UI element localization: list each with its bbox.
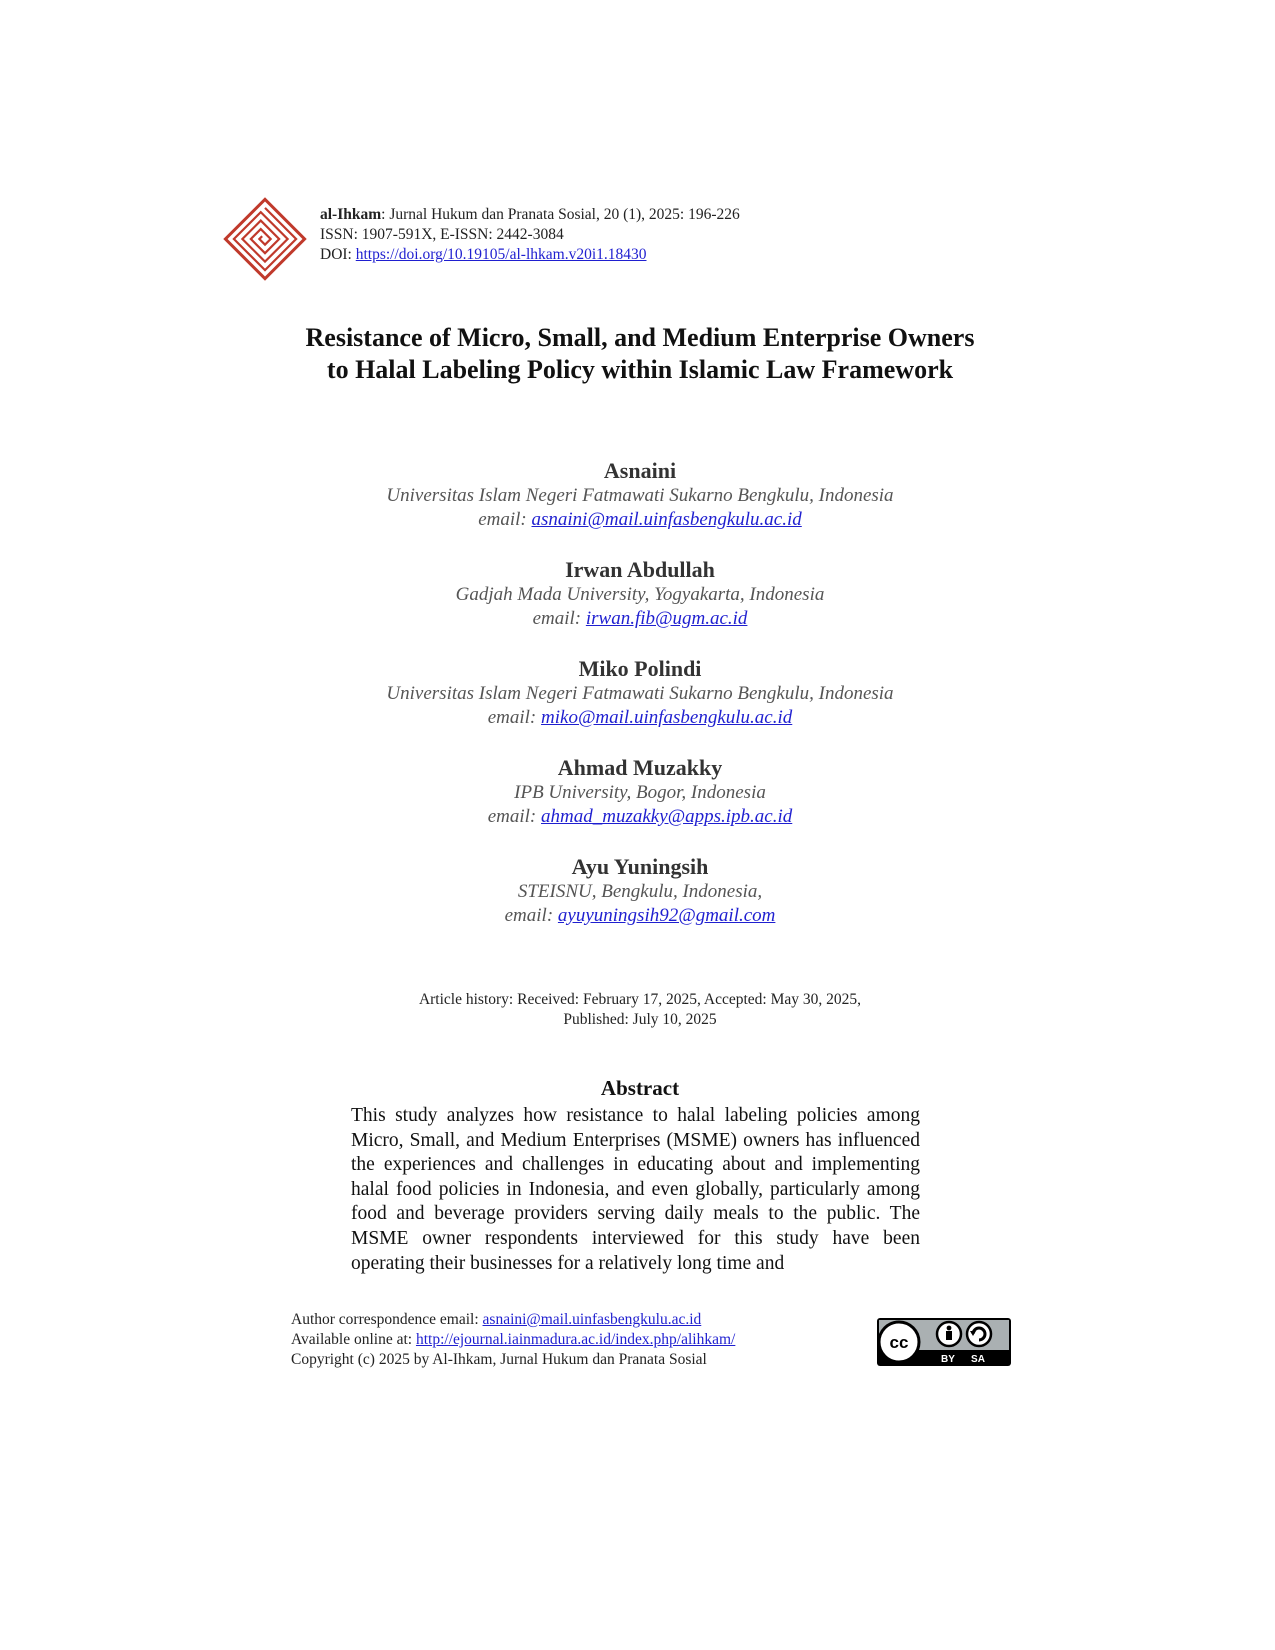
author-name: Ahmad Muzakky [557, 755, 723, 780]
author-block [300, 656, 980, 730]
journal-header [320, 205, 740, 265]
journal-citation-rest: : Jurnal Hukum dan Pranata Sosial, 20 (1), 2025: 196-226 [381, 206, 740, 223]
author-email-line [300, 904, 980, 928]
author-email-link[interactable]: ayuyuningsih92@gmail.com [557, 905, 776, 926]
share-alike-icon [967, 1322, 991, 1346]
attribution-icon [937, 1322, 961, 1346]
author-affiliation: Universitas Islam Negeri Fatmawati Sukarno Bengkulu, Indonesia [386, 485, 894, 506]
cc-icon [879, 1322, 919, 1362]
issn-line: ISSN: 1907-591X, E-ISSN: 2442-3084 [320, 226, 564, 243]
cc-by-sa-badge[interactable] [876, 1317, 1012, 1367]
history-line-1: Article history: Received: February 17, 2025, Accepted: May 30, 2025, [418, 991, 862, 1008]
doi-label: DOI: [320, 246, 356, 263]
journal-name: al-Ihkam [320, 206, 382, 223]
journal-logo [222, 196, 308, 282]
author-email-link[interactable]: irwan.fib@ugm.ac.id [585, 608, 748, 629]
article-history [300, 990, 980, 1030]
doi-line [320, 245, 740, 265]
online-line [291, 1330, 735, 1350]
author-list [300, 458, 980, 953]
email-label: email: [487, 806, 542, 827]
author-name: Irwan Abdullah [565, 557, 715, 582]
author-name: Ayu Yuningsih [571, 854, 709, 879]
by-label: BY [941, 1354, 955, 1365]
abstract-text: This study analyzes how resistance to halal labeling policies among Micro, Small, and Medium Enterprises (MSME) owners has influenced the experiences and challenges in educating about and implementing halal food policies in Indonesia, and even globally, particularly among food and beverage providers serving daily meals to the public. The MSME owner respondents interviewed for this study have been operating their businesses for a relatively long time and [351, 1105, 920, 1274]
email-label: email: [487, 707, 542, 728]
author-block [300, 854, 980, 928]
author-block [300, 557, 980, 631]
correspondence-line [291, 1310, 735, 1330]
online-label: Available online at: [291, 1331, 416, 1348]
copyright-line: Copyright (c) 2025 by Al-Ihkam, Jurnal Hukum dan Pranata Sosial [291, 1351, 707, 1368]
online-url-link[interactable]: http://ejournal.iainmadura.ac.id/index.php/alihkam/ [415, 1331, 736, 1348]
author-email-link[interactable]: asnaini@mail.uinfasbengkulu.ac.id [531, 509, 802, 530]
author-email-line [300, 607, 980, 631]
author-block [300, 755, 980, 829]
author-block [300, 458, 980, 532]
author-affiliation: IPB University, Bogor, Indonesia [514, 782, 766, 803]
page-footer [291, 1310, 735, 1370]
correspondence-label: Author correspondence email: [291, 1311, 483, 1328]
author-affiliation: Universitas Islam Negeri Fatmawati Sukarno Bengkulu, Indonesia [386, 683, 894, 704]
author-email-line [300, 508, 980, 532]
author-email-line [300, 706, 980, 730]
author-affiliation: STEISNU, Bengkulu, Indonesia, [517, 881, 763, 902]
author-email-link[interactable]: miko@mail.uinfasbengkulu.ac.id [541, 707, 793, 728]
svg-text:cc: cc [889, 1333, 909, 1352]
author-affiliation: Gadjah Mada University, Yogyakarta, Indonesia [455, 584, 825, 605]
author-name: Miko Polindi [578, 656, 702, 681]
history-line-2: Published: July 10, 2025 [563, 1011, 717, 1028]
author-email-line [300, 805, 980, 829]
email-label: email: [478, 509, 532, 530]
abstract-heading: Abstract [600, 1076, 680, 1100]
journal-citation [320, 205, 740, 225]
email-label: email: [532, 608, 586, 629]
paper-title: Resistance of Micro, Small, and Medium Enterprise Owners to Halal Labeling Policy within Islamic Law Framework [305, 323, 975, 384]
email-label: email: [504, 905, 558, 926]
sa-label: SA [971, 1354, 985, 1365]
author-email-link[interactable]: ahmad_muzakky@apps.ipb.ac.id [541, 806, 793, 827]
author-name: Asnaini [603, 458, 677, 483]
doi-link[interactable]: https://doi.org/10.19105/al-lhkam.v20i1.18430 [355, 246, 647, 263]
correspondence-email-link[interactable]: asnaini@mail.uinfasbengkulu.ac.id [482, 1311, 702, 1328]
